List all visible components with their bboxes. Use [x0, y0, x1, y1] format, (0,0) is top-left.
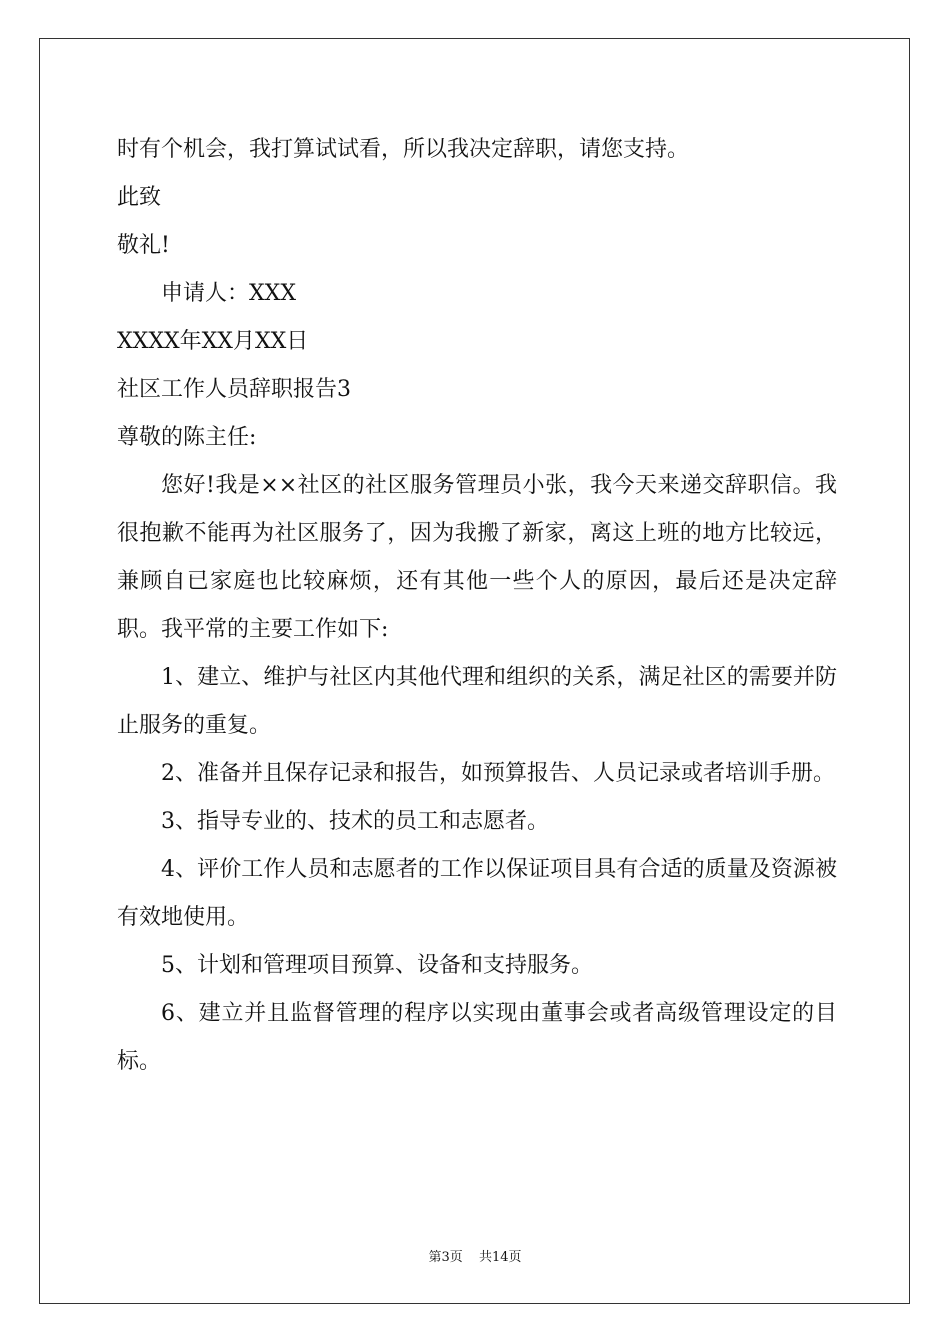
paragraph-item-3: 3、指导专业的、技术的员工和志愿者。: [161, 809, 549, 834]
section-title: 社区工作人员辞职报告3: [117, 377, 351, 402]
text-line: 时有个机会，我打算试试看，所以我决定辞职，请您支持。: [117, 137, 690, 162]
page-number: 第3页: [428, 1250, 463, 1265]
paragraph-item-6: 6、建立并且监督管理的程序以实现由董事会或者高级管理设定的目标。: [117, 1001, 837, 1074]
page-footer: [0, 1246, 950, 1265]
document-body: [117, 126, 837, 1086]
applicant-line: 申请人：XXX: [161, 281, 296, 306]
paragraph-item-1: 1、建立、维护与社区内其他代理和组织的关系，满足社区的需要并防止服务的重复。: [117, 665, 837, 738]
greeting: 尊敬的陈主任:: [117, 425, 257, 450]
closing-regards: 敬礼!: [117, 233, 170, 258]
paragraph-item-5: 5、计划和管理项目预算、设备和支持服务。: [161, 953, 593, 978]
paragraph-intro: 您好!我是××社区的社区服务管理员小张，我今天来递交辞职信。我很抱歉不能再为社区服务了，因为我搬了新家，离这上班的地方比较远，兼顾自已家庭也比较麻烦，还有其他一些个人的原因，最后还是决定辞职。我平常的主要工作如下:: [117, 473, 837, 642]
paragraph-item-4: 4、评价工作人员和志愿者的工作以保证项目具有合适的质量及资源被有效地使用。: [117, 857, 837, 930]
date-line: XXXX年XX月XX日: [117, 329, 309, 354]
page-total: 共14页: [478, 1250, 522, 1265]
paragraph-item-2: 2、准备并且保存记录和报告，如预算报告、人员记录或者培训手册。: [161, 761, 835, 786]
closing-salutation: 此致: [117, 185, 162, 210]
